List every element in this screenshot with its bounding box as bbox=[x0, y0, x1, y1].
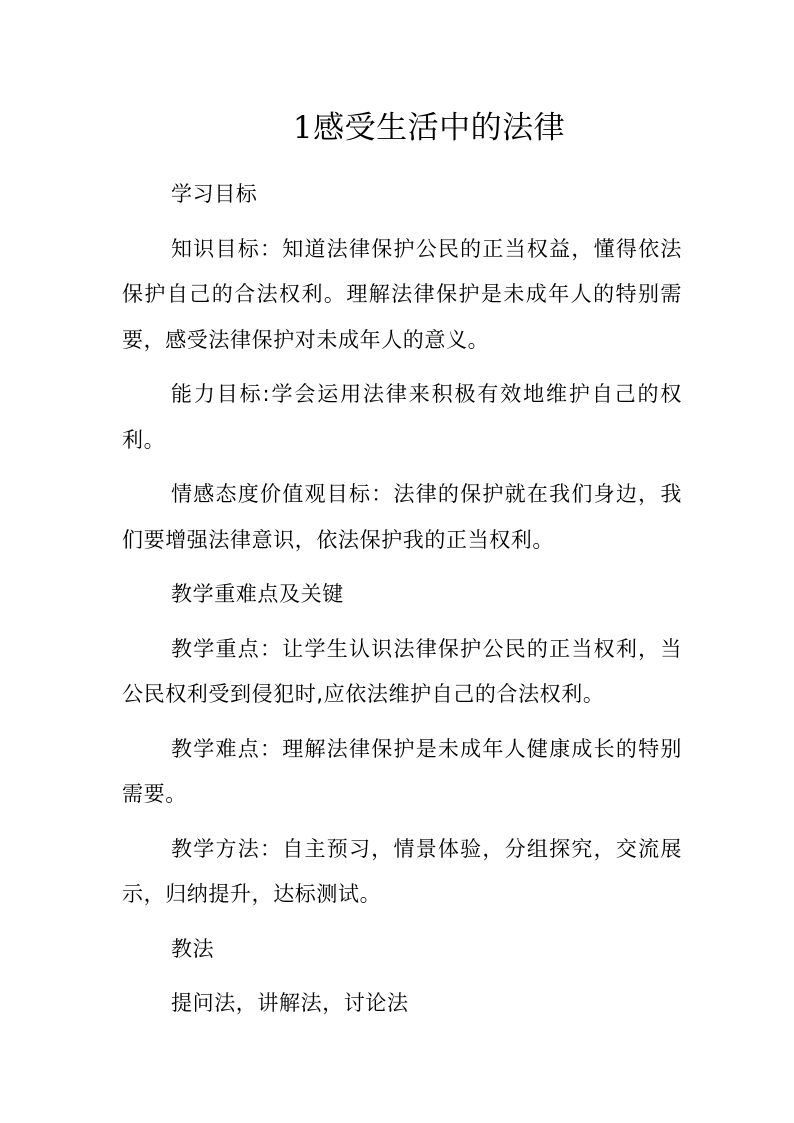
paragraph-approach-list: 提问法，讲解法，讨论法 bbox=[171, 991, 409, 1015]
heading-learning-objectives: 学习目标 bbox=[171, 182, 258, 206]
heading-key-difficult-points: 教学重难点及关键 bbox=[171, 582, 344, 606]
paragraph-teaching-difficulty: 教学难点：理解法律保护是未成年人健康成长的特别需要。 bbox=[122, 736, 682, 806]
paragraph-values-objective: 情感态度价值观目标：法律的保护就在我们身边，我们要增强法律意识，依法保护我的正当权利。 bbox=[122, 482, 682, 552]
document-body bbox=[122, 172, 682, 1036]
paragraph-teaching-focus: 教学重点：让学生认识法律保护公民的正当权利，当公民权利受到侵犯时,应依法维护自己的合法权利。 bbox=[122, 636, 682, 706]
heading-teaching-approach: 教法 bbox=[171, 936, 215, 961]
document-title: 1感受生活中的法律 bbox=[292, 110, 566, 146]
paragraph-teaching-method: 教学方法：自主预习，情景体验，分组探究，交流展示，归纳提升，达标测试。 bbox=[122, 836, 682, 906]
paragraph-ability-objective: 能力目标:学会运用法律来积极有效地维护自己的权利。 bbox=[122, 382, 682, 452]
paragraph-knowledge-objective: 知识目标：知道法律保护公民的正当权益，懂得依法保护自己的合法权利。理解法律保护是未成年人的特别需要，感受法律保护对未成年人的意义。 bbox=[122, 236, 682, 352]
